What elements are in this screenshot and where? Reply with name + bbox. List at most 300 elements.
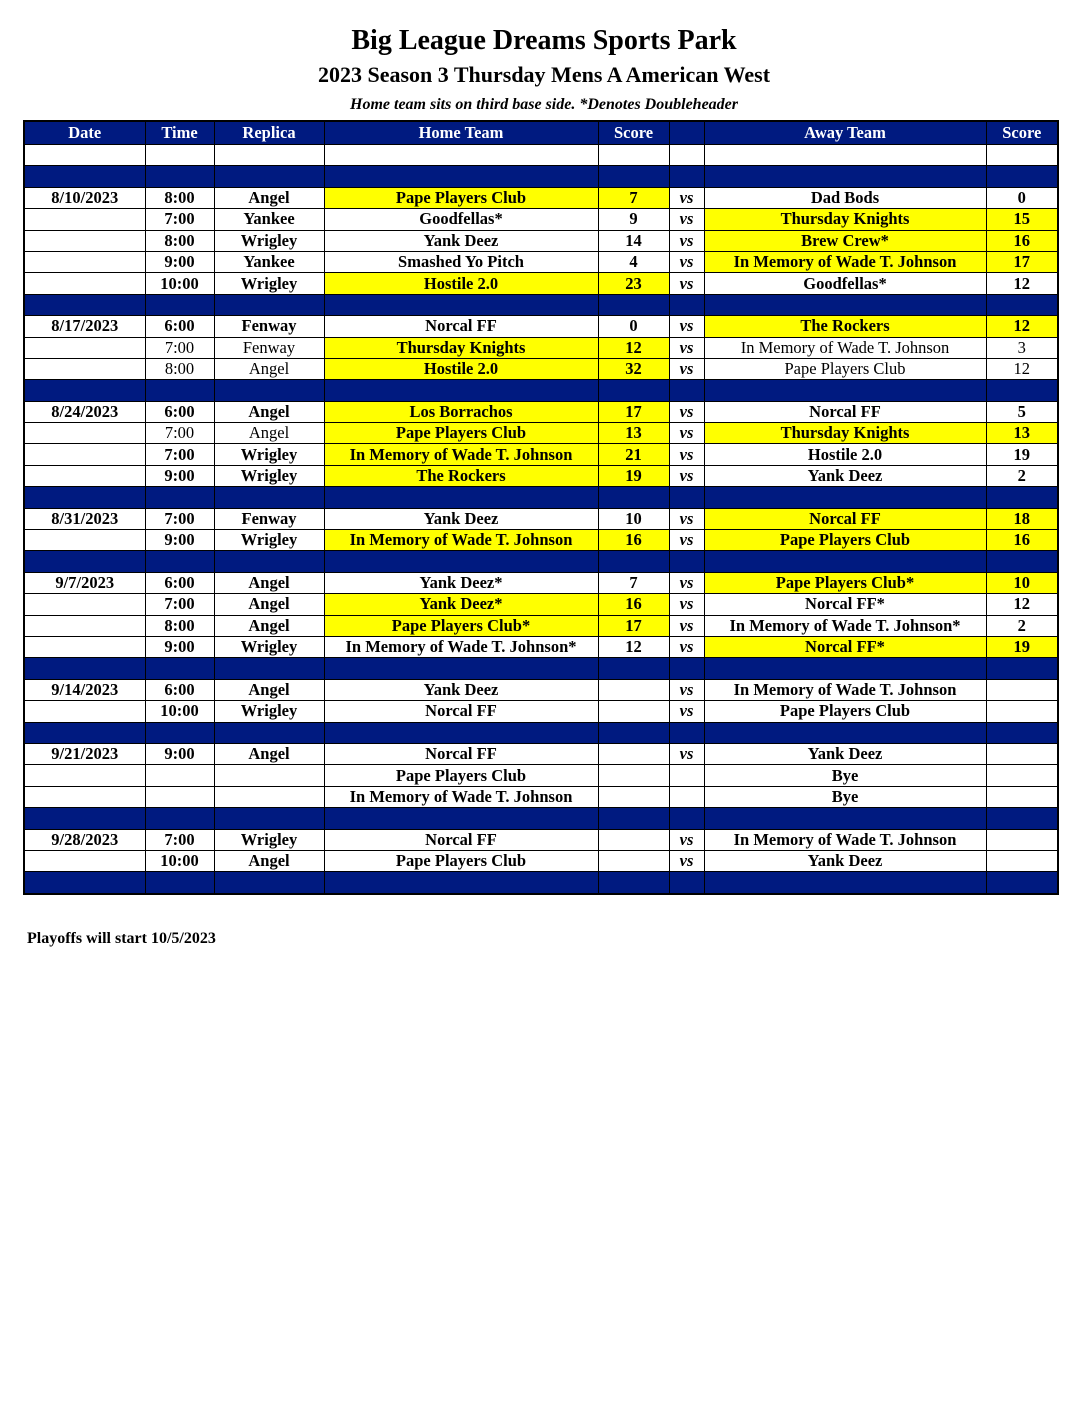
cell-vs: vs bbox=[669, 187, 704, 208]
cell-time: 8:00 bbox=[145, 187, 214, 208]
cell-away-team: Hostile 2.0 bbox=[704, 444, 986, 465]
cell-away-score: 2 bbox=[986, 465, 1058, 486]
cell-vs: vs bbox=[669, 444, 704, 465]
separator-cell bbox=[704, 166, 986, 187]
cell-home-team: Goodfellas* bbox=[324, 209, 598, 230]
cell-date: 8/24/2023 bbox=[24, 401, 145, 422]
cell-time: 7:00 bbox=[145, 508, 214, 529]
cell-vs: vs bbox=[669, 679, 704, 700]
week-separator-row bbox=[24, 487, 1058, 508]
cell-home-score bbox=[598, 679, 669, 700]
cell-home-team: Pape Players Club bbox=[324, 765, 598, 786]
cell-vs: vs bbox=[669, 530, 704, 551]
table-row bbox=[24, 337, 1058, 358]
playoffs-note: Playoffs will start 10/5/2023 bbox=[27, 930, 216, 947]
cell-vs: vs bbox=[669, 358, 704, 379]
cell-vs: vs bbox=[669, 636, 704, 657]
separator-cell bbox=[598, 380, 669, 401]
cell-time: 6:00 bbox=[145, 401, 214, 422]
cell-date bbox=[24, 786, 145, 807]
table-row bbox=[24, 743, 1058, 764]
separator-cell bbox=[669, 551, 704, 572]
cell-home-team: Los Borrachos bbox=[324, 401, 598, 422]
cell-vs: vs bbox=[669, 701, 704, 722]
separator-cell bbox=[704, 380, 986, 401]
cell-away-score: 12 bbox=[986, 594, 1058, 615]
cell-home-team: Hostile 2.0 bbox=[324, 358, 598, 379]
cell-replica: Wrigley bbox=[214, 230, 324, 251]
week-separator-row bbox=[24, 166, 1058, 187]
separator-cell bbox=[704, 294, 986, 315]
cell-replica: Angel bbox=[214, 850, 324, 871]
cell-replica: Angel bbox=[214, 572, 324, 593]
cell-vs: vs bbox=[669, 572, 704, 593]
cell-time: 9:00 bbox=[145, 743, 214, 764]
cell-home-team: Pape Players Club bbox=[324, 423, 598, 444]
cell-date bbox=[24, 850, 145, 871]
cell-date bbox=[24, 230, 145, 251]
cell-away-team: In Memory of Wade T. Johnson bbox=[704, 829, 986, 850]
week-separator-row bbox=[24, 380, 1058, 401]
blank-cell bbox=[214, 145, 324, 166]
separator-cell bbox=[145, 380, 214, 401]
separator-cell bbox=[145, 166, 214, 187]
header-vs bbox=[669, 121, 704, 145]
cell-away-score: 18 bbox=[986, 508, 1058, 529]
cell-vs: vs bbox=[669, 316, 704, 337]
cell-date bbox=[24, 337, 145, 358]
week-separator-row bbox=[24, 872, 1058, 894]
cell-home-score: 16 bbox=[598, 530, 669, 551]
cell-away-team: Pape Players Club bbox=[704, 701, 986, 722]
table-row bbox=[24, 401, 1058, 422]
blank-row bbox=[24, 145, 1058, 166]
separator-cell bbox=[704, 551, 986, 572]
separator-cell bbox=[669, 294, 704, 315]
cell-away-team: Dad Bods bbox=[704, 187, 986, 208]
cell-away-team: In Memory of Wade T. Johnson bbox=[704, 251, 986, 272]
separator-cell bbox=[986, 380, 1058, 401]
cell-home-score: 21 bbox=[598, 444, 669, 465]
cell-vs: vs bbox=[669, 829, 704, 850]
cell-away-team: Bye bbox=[704, 786, 986, 807]
cell-vs: vs bbox=[669, 465, 704, 486]
cell-away-score: 19 bbox=[986, 636, 1058, 657]
cell-home-team: Yank Deez bbox=[324, 679, 598, 700]
cell-date bbox=[24, 209, 145, 230]
separator-cell bbox=[24, 872, 145, 894]
week-separator-row bbox=[24, 551, 1058, 572]
cell-vs: vs bbox=[669, 594, 704, 615]
cell-home-score: 0 bbox=[598, 316, 669, 337]
separator-cell bbox=[324, 166, 598, 187]
schedule-table bbox=[23, 120, 1059, 895]
separator-cell bbox=[669, 487, 704, 508]
cell-time bbox=[145, 786, 214, 807]
cell-away-score bbox=[986, 701, 1058, 722]
cell-time: 7:00 bbox=[145, 444, 214, 465]
cell-home-team: In Memory of Wade T. Johnson bbox=[324, 786, 598, 807]
table-row bbox=[24, 465, 1058, 486]
cell-time: 9:00 bbox=[145, 251, 214, 272]
cell-home-score: 14 bbox=[598, 230, 669, 251]
separator-cell bbox=[214, 722, 324, 743]
header-row bbox=[24, 121, 1058, 145]
separator-cell bbox=[986, 294, 1058, 315]
cell-home-team: Smashed Yo Pitch bbox=[324, 251, 598, 272]
cell-replica: Angel bbox=[214, 423, 324, 444]
separator-cell bbox=[704, 808, 986, 829]
table-row bbox=[24, 423, 1058, 444]
cell-time: 9:00 bbox=[145, 530, 214, 551]
cell-time: 7:00 bbox=[145, 829, 214, 850]
cell-replica: Fenway bbox=[214, 337, 324, 358]
cell-home-score: 17 bbox=[598, 615, 669, 636]
cell-home-team: Pape Players Club bbox=[324, 850, 598, 871]
cell-home-score bbox=[598, 765, 669, 786]
cell-vs: vs bbox=[669, 508, 704, 529]
separator-cell bbox=[145, 722, 214, 743]
cell-vs: vs bbox=[669, 615, 704, 636]
cell-home-score: 32 bbox=[598, 358, 669, 379]
table-row bbox=[24, 850, 1058, 871]
separator-cell bbox=[598, 166, 669, 187]
cell-date bbox=[24, 636, 145, 657]
cell-home-score: 12 bbox=[598, 636, 669, 657]
cell-time bbox=[145, 765, 214, 786]
table-row bbox=[24, 251, 1058, 272]
cell-home-score bbox=[598, 829, 669, 850]
separator-cell bbox=[986, 487, 1058, 508]
table-row bbox=[24, 572, 1058, 593]
cell-home-score bbox=[598, 743, 669, 764]
cell-home-score: 16 bbox=[598, 594, 669, 615]
cell-away-score bbox=[986, 850, 1058, 871]
cell-away-team: Norcal FF bbox=[704, 401, 986, 422]
separator-cell bbox=[598, 808, 669, 829]
cell-home-team: Norcal FF bbox=[324, 743, 598, 764]
table-row bbox=[24, 508, 1058, 529]
separator-cell bbox=[24, 487, 145, 508]
separator-cell bbox=[214, 294, 324, 315]
cell-replica: Angel bbox=[214, 679, 324, 700]
separator-cell bbox=[669, 166, 704, 187]
cell-away-score: 16 bbox=[986, 530, 1058, 551]
separator-cell bbox=[669, 722, 704, 743]
cell-time: 8:00 bbox=[145, 230, 214, 251]
cell-home-score: 4 bbox=[598, 251, 669, 272]
cell-home-score: 9 bbox=[598, 209, 669, 230]
separator-cell bbox=[145, 808, 214, 829]
header-away-team: Away Team bbox=[704, 121, 986, 145]
cell-away-team: Pape Players Club bbox=[704, 358, 986, 379]
cell-away-team: Thursday Knights bbox=[704, 423, 986, 444]
cell-replica: Angel bbox=[214, 743, 324, 764]
cell-home-team: Yank Deez bbox=[324, 508, 598, 529]
cell-away-score: 17 bbox=[986, 251, 1058, 272]
cell-date: 8/17/2023 bbox=[24, 316, 145, 337]
cell-home-team: Pape Players Club* bbox=[324, 615, 598, 636]
cell-away-team: In Memory of Wade T. Johnson bbox=[704, 337, 986, 358]
cell-time: 8:00 bbox=[145, 358, 214, 379]
cell-away-score: 2 bbox=[986, 615, 1058, 636]
cell-home-score bbox=[598, 786, 669, 807]
cell-home-team: Norcal FF bbox=[324, 316, 598, 337]
cell-away-score bbox=[986, 765, 1058, 786]
cell-replica: Wrigley bbox=[214, 465, 324, 486]
separator-cell bbox=[324, 294, 598, 315]
cell-time: 10:00 bbox=[145, 850, 214, 871]
separator-cell bbox=[324, 872, 598, 894]
cell-replica: Fenway bbox=[214, 508, 324, 529]
cell-away-team: Thursday Knights bbox=[704, 209, 986, 230]
cell-vs: vs bbox=[669, 850, 704, 871]
separator-cell bbox=[24, 166, 145, 187]
cell-vs: vs bbox=[669, 423, 704, 444]
schedule-note: Home team sits on third base side. *Denotes Doubleheader bbox=[350, 96, 738, 113]
cell-date bbox=[24, 765, 145, 786]
week-separator-row bbox=[24, 294, 1058, 315]
separator-cell bbox=[214, 872, 324, 894]
cell-home-team: Pape Players Club bbox=[324, 187, 598, 208]
cell-date: 8/10/2023 bbox=[24, 187, 145, 208]
cell-vs: vs bbox=[669, 743, 704, 764]
separator-cell bbox=[324, 487, 598, 508]
separator-cell bbox=[24, 722, 145, 743]
separator-cell bbox=[24, 658, 145, 679]
table-row bbox=[24, 636, 1058, 657]
cell-replica bbox=[214, 765, 324, 786]
table-row bbox=[24, 187, 1058, 208]
cell-away-team: Pape Players Club bbox=[704, 530, 986, 551]
table-row bbox=[24, 701, 1058, 722]
table-row bbox=[24, 444, 1058, 465]
cell-vs: vs bbox=[669, 273, 704, 294]
header-home-team: Home Team bbox=[324, 121, 598, 145]
cell-away-team: Norcal FF bbox=[704, 508, 986, 529]
separator-cell bbox=[214, 166, 324, 187]
separator-cell bbox=[986, 551, 1058, 572]
cell-date bbox=[24, 465, 145, 486]
separator-cell bbox=[704, 722, 986, 743]
cell-time: 7:00 bbox=[145, 594, 214, 615]
cell-away-team: Norcal FF* bbox=[704, 636, 986, 657]
cell-home-score: 10 bbox=[598, 508, 669, 529]
cell-time: 8:00 bbox=[145, 615, 214, 636]
cell-replica: Wrigley bbox=[214, 444, 324, 465]
cell-away-score: 13 bbox=[986, 423, 1058, 444]
cell-vs: vs bbox=[669, 209, 704, 230]
cell-home-team: In Memory of Wade T. Johnson bbox=[324, 444, 598, 465]
cell-vs: vs bbox=[669, 337, 704, 358]
blank-cell bbox=[324, 145, 598, 166]
separator-cell bbox=[324, 380, 598, 401]
cell-away-score: 12 bbox=[986, 316, 1058, 337]
separator-cell bbox=[598, 487, 669, 508]
cell-replica: Wrigley bbox=[214, 636, 324, 657]
separator-cell bbox=[986, 808, 1058, 829]
table-row bbox=[24, 786, 1058, 807]
cell-home-score: 13 bbox=[598, 423, 669, 444]
cell-away-score bbox=[986, 786, 1058, 807]
cell-date: 9/21/2023 bbox=[24, 743, 145, 764]
cell-away-team: Pape Players Club* bbox=[704, 572, 986, 593]
cell-replica: Wrigley bbox=[214, 829, 324, 850]
cell-date bbox=[24, 273, 145, 294]
table-row bbox=[24, 829, 1058, 850]
cell-replica: Yankee bbox=[214, 251, 324, 272]
cell-date bbox=[24, 701, 145, 722]
cell-away-team: The Rockers bbox=[704, 316, 986, 337]
cell-time: 6:00 bbox=[145, 572, 214, 593]
separator-cell bbox=[986, 872, 1058, 894]
table-row bbox=[24, 765, 1058, 786]
cell-replica: Angel bbox=[214, 401, 324, 422]
cell-away-score: 0 bbox=[986, 187, 1058, 208]
separator-cell bbox=[986, 722, 1058, 743]
table-row bbox=[24, 273, 1058, 294]
cell-away-score: 15 bbox=[986, 209, 1058, 230]
separator-cell bbox=[324, 808, 598, 829]
cell-home-team: Hostile 2.0 bbox=[324, 273, 598, 294]
cell-replica: Wrigley bbox=[214, 701, 324, 722]
cell-home-score: 19 bbox=[598, 465, 669, 486]
cell-home-team: In Memory of Wade T. Johnson* bbox=[324, 636, 598, 657]
separator-cell bbox=[669, 380, 704, 401]
separator-cell bbox=[214, 487, 324, 508]
cell-date bbox=[24, 444, 145, 465]
page-subtitle: 2023 Season 3 Thursday Mens A American West bbox=[317, 62, 771, 87]
separator-cell bbox=[145, 658, 214, 679]
cell-vs: vs bbox=[669, 230, 704, 251]
separator-cell bbox=[145, 872, 214, 894]
cell-time: 7:00 bbox=[145, 337, 214, 358]
cell-home-score bbox=[598, 850, 669, 871]
cell-away-team: Yank Deez bbox=[704, 743, 986, 764]
cell-date bbox=[24, 358, 145, 379]
cell-date bbox=[24, 615, 145, 636]
cell-time: 7:00 bbox=[145, 423, 214, 444]
separator-cell bbox=[704, 872, 986, 894]
cell-home-score: 12 bbox=[598, 337, 669, 358]
cell-date bbox=[24, 530, 145, 551]
cell-vs: vs bbox=[669, 251, 704, 272]
cell-home-team: Norcal FF bbox=[324, 829, 598, 850]
separator-cell bbox=[598, 294, 669, 315]
cell-replica: Angel bbox=[214, 358, 324, 379]
week-separator-row bbox=[24, 722, 1058, 743]
header-away-score: Score bbox=[986, 121, 1058, 145]
cell-time: 7:00 bbox=[145, 209, 214, 230]
cell-replica: Angel bbox=[214, 615, 324, 636]
cell-replica: Wrigley bbox=[214, 273, 324, 294]
separator-cell bbox=[24, 551, 145, 572]
cell-time: 10:00 bbox=[145, 273, 214, 294]
separator-cell bbox=[214, 380, 324, 401]
cell-replica: Fenway bbox=[214, 316, 324, 337]
blank-cell bbox=[145, 145, 214, 166]
separator-cell bbox=[704, 658, 986, 679]
cell-home-score: 17 bbox=[598, 401, 669, 422]
cell-date: 8/31/2023 bbox=[24, 508, 145, 529]
cell-replica: Angel bbox=[214, 594, 324, 615]
separator-cell bbox=[598, 658, 669, 679]
cell-home-score: 7 bbox=[598, 187, 669, 208]
cell-time: 10:00 bbox=[145, 701, 214, 722]
separator-cell bbox=[324, 722, 598, 743]
separator-cell bbox=[669, 658, 704, 679]
separator-cell bbox=[324, 658, 598, 679]
cell-away-score: 12 bbox=[986, 358, 1058, 379]
separator-cell bbox=[145, 294, 214, 315]
separator-cell bbox=[669, 808, 704, 829]
separator-cell bbox=[24, 808, 145, 829]
table-row bbox=[24, 209, 1058, 230]
separator-cell bbox=[145, 487, 214, 508]
cell-date bbox=[24, 594, 145, 615]
cell-replica: Yankee bbox=[214, 209, 324, 230]
cell-time: 6:00 bbox=[145, 679, 214, 700]
separator-cell bbox=[324, 551, 598, 572]
separator-cell bbox=[704, 487, 986, 508]
separator-cell bbox=[214, 808, 324, 829]
header-home-score: Score bbox=[598, 121, 669, 145]
cell-time: 9:00 bbox=[145, 465, 214, 486]
cell-away-team: In Memory of Wade T. Johnson bbox=[704, 679, 986, 700]
separator-cell bbox=[598, 551, 669, 572]
cell-away-score: 12 bbox=[986, 273, 1058, 294]
header-date: Date bbox=[24, 121, 145, 145]
cell-date: 9/7/2023 bbox=[24, 572, 145, 593]
cell-vs: vs bbox=[669, 401, 704, 422]
cell-away-score: 10 bbox=[986, 572, 1058, 593]
cell-date bbox=[24, 251, 145, 272]
header-time: Time bbox=[145, 121, 214, 145]
cell-home-score bbox=[598, 701, 669, 722]
blank-cell bbox=[669, 145, 704, 166]
table-row bbox=[24, 530, 1058, 551]
cell-time: 6:00 bbox=[145, 316, 214, 337]
blank-cell bbox=[24, 145, 145, 166]
blank-cell bbox=[598, 145, 669, 166]
cell-away-team: Yank Deez bbox=[704, 850, 986, 871]
cell-away-score bbox=[986, 679, 1058, 700]
cell-away-score: 5 bbox=[986, 401, 1058, 422]
cell-home-team: Yank Deez* bbox=[324, 594, 598, 615]
cell-home-team: Norcal FF bbox=[324, 701, 598, 722]
separator-cell bbox=[145, 551, 214, 572]
table-row bbox=[24, 594, 1058, 615]
separator-cell bbox=[214, 658, 324, 679]
cell-date bbox=[24, 423, 145, 444]
cell-time: 9:00 bbox=[145, 636, 214, 657]
separator-cell bbox=[24, 380, 145, 401]
week-separator-row bbox=[24, 808, 1058, 829]
cell-away-team: Yank Deez bbox=[704, 465, 986, 486]
table-row bbox=[24, 316, 1058, 337]
cell-away-score: 16 bbox=[986, 230, 1058, 251]
cell-home-team: The Rockers bbox=[324, 465, 598, 486]
separator-cell bbox=[598, 722, 669, 743]
separator-cell bbox=[669, 872, 704, 894]
cell-away-score bbox=[986, 743, 1058, 764]
blank-cell bbox=[704, 145, 986, 166]
cell-date: 9/28/2023 bbox=[24, 829, 145, 850]
table-row bbox=[24, 358, 1058, 379]
separator-cell bbox=[24, 294, 145, 315]
cell-replica: Wrigley bbox=[214, 530, 324, 551]
cell-vs bbox=[669, 786, 704, 807]
